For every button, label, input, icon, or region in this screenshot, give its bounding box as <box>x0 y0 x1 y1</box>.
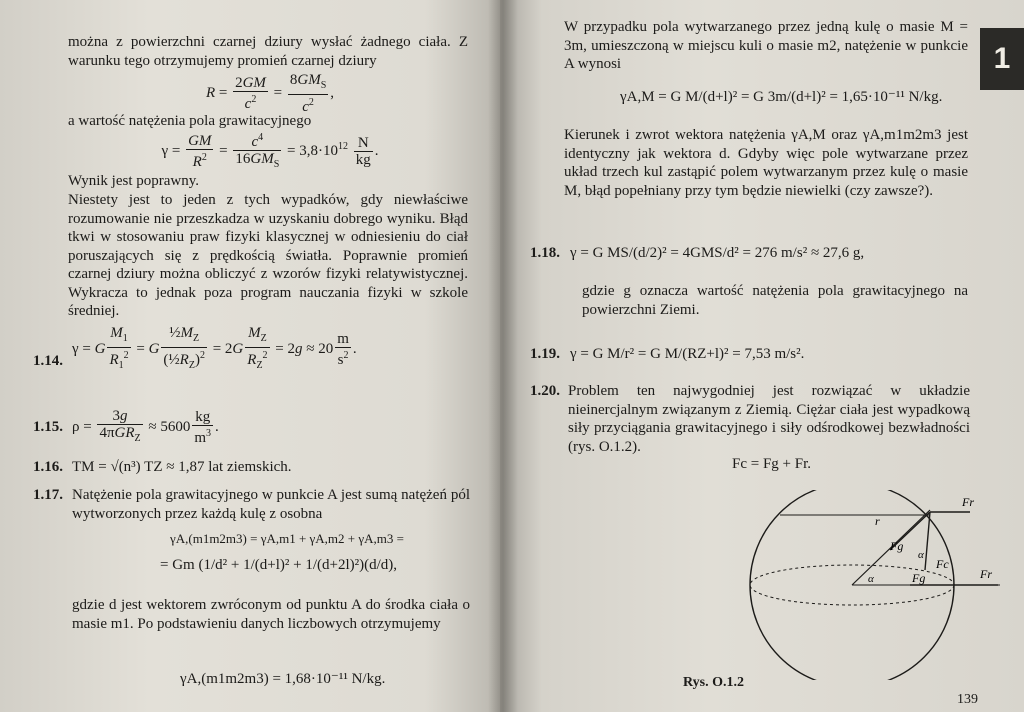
book-spine-shadow <box>488 0 518 712</box>
fc-vector <box>925 512 930 570</box>
right-paragraph-2: Kierunek i zwrot wektora natężenia γA,M oraz γA,m1m2m3 jest identyczny jak wektora d. Gdyby więc pole wytwarzane przez układ trzech kul zastąpić polem wytwarzanym przez kulę o masie M, błąd popełniany przy tym będzie niewielki (czy zawsze?). <box>564 127 968 199</box>
equation-1-16: TM = √(n³) TZ ≈ 1,87 lat ziemskich. <box>72 459 292 475</box>
label-r: r <box>875 514 880 528</box>
label-fg-vec: Fg <box>890 539 904 553</box>
paragraph-1-18: gdzie g oznacza wartość natężenia pola grawitacyjnego na powierzchni Ziemi. <box>582 283 968 318</box>
left-paragraph-4: Niestety jest to jeden z tych wypadków, gdy niewłaściwe rozumowanie nie przeszkadza w uzyskaniu dobrego wyniku. Błąd tkwi w stosowaniu praw fizyki klasycznej w odniesieniu do ciał poruszających się z prędkością światła. Poprawnie promień czarnej dziury można obliczyć z wzorów fizyki relatywistycznej. Wykracza to jednak poza program nauczania fizyki w szkole średniej. <box>68 192 468 319</box>
right-paragraph-1: W przypadku pola wytwarzanego przez jedną kulę o masie M = 3m, umieszczoną w miejscu kuli o masie m2, natężenie w punkcie A wynosi <box>564 19 968 72</box>
problem-number-1-15: 1.15. <box>33 419 63 435</box>
problem-number-1-17: 1.17. <box>33 487 63 503</box>
left-equation-2: γ = $\frac{GM}{R^2}$ = $\frac{c^4}{16GM_S}$ = $3,8\cdot 10^{12}$ $\frac{N}{kg}$ . <box>140 130 400 173</box>
equation-1-19: γ = G M/r² = G M/(RZ+l)² = 7,53 m/s². <box>570 346 805 362</box>
equation-1-17b: = Gm (1/d² + 1/(d+l)² + 1/(d+2l)²)(d/d), <box>160 557 398 573</box>
problem-number-1-19: 1.19. <box>530 346 560 362</box>
left-equation-1: R = $\frac{2GM}{c^2}$ = $\frac{8GM_S}{c^2}$ , <box>205 72 335 115</box>
problem-number-1-14: 1.14. <box>33 353 63 369</box>
paragraph-1-17: Natężenie pola grawitacyjnego w punkcie A jest sumą natężeń pól wytworzonych przez każdą kulę z osobna <box>72 487 470 522</box>
equation-1-18: γ = G MS/(d/2)² = 4GMS/d² = 276 m/s² ≈ 27,6 g, <box>570 245 865 261</box>
right-page <box>500 0 1024 712</box>
label-fr-top: Fr <box>962 495 974 509</box>
label-fr-right: Fr <box>980 567 992 581</box>
equation-1-20: Fc = Fg + Fr. <box>732 456 812 472</box>
label-fg2: Fg <box>912 571 926 585</box>
problem-number-1-18: 1.18. <box>530 245 560 261</box>
equation-1-15: ρ = $\frac{3g}{4\pi GR_Z}$ ≈ 5600 $\frac{kg}{m^3}$ . <box>72 408 219 446</box>
label-alpha-center: α <box>868 573 874 585</box>
left-page <box>0 0 500 712</box>
problem-number-1-16: 1.16. <box>33 459 63 475</box>
figure-o-1-2 <box>740 490 1000 680</box>
equation-1-17a: γA,(m1m2m3) = γA,m1 + γA,m2 + γA,m3 = <box>170 531 404 546</box>
label-fc: Fc <box>936 557 949 571</box>
figure-caption: Rys. O.1.2 <box>683 675 744 690</box>
left-paragraph-3: Wynik jest poprawny. <box>68 173 200 189</box>
left-paragraph-2: a wartość natężenia pola grawitacyjnego <box>68 113 312 129</box>
paragraph-1-17b: gdzie d jest wektorem zwróconym od punktu A do środka ciała o masie m1. Po podstawieniu danych liczbowych otrzymujemy <box>72 597 470 632</box>
right-equation-1: γA,M = G M/(d+l)² = G 3m/(d+l)² = 1,65·10⁻¹¹ N/kg. <box>620 89 943 105</box>
page-number: 139 <box>957 692 978 707</box>
problem-number-1-20: 1.20. <box>530 383 560 399</box>
equation-1-17c: γA,(m1m2m3) = 1,68·10⁻¹¹ N/kg. <box>180 671 386 687</box>
label-alpha-small: α <box>918 549 924 561</box>
equation-1-14: γ = G $\frac{M_1}{R_1^2}$ = G $\frac{\frac{1}{2}M_Z}{(\frac{1}{2}R_Z)^2}$ = 2G $\frac{M_Z}{R_Z^2}$ = 2g ≈ 20 $\frac{m}{s^2}$ . <box>72 325 472 374</box>
paragraph-1-20: Problem ten najwygodniej jest rozwiązać w układzie nieinercjalnym związanym z Ziemią. Ciężar ciała jest wypadkową siły przyciągania grawitacyjnego i siły odśrodkowej bezwładności (rys. O.1.2). <box>568 383 970 455</box>
left-paragraph-1: można z powierzchni czarnej dziury wysłać żadnego ciała. Z warunku tego otrzymujemy promień czarnej dziury <box>68 34 468 69</box>
chapter-tab: 1 <box>980 28 1024 90</box>
